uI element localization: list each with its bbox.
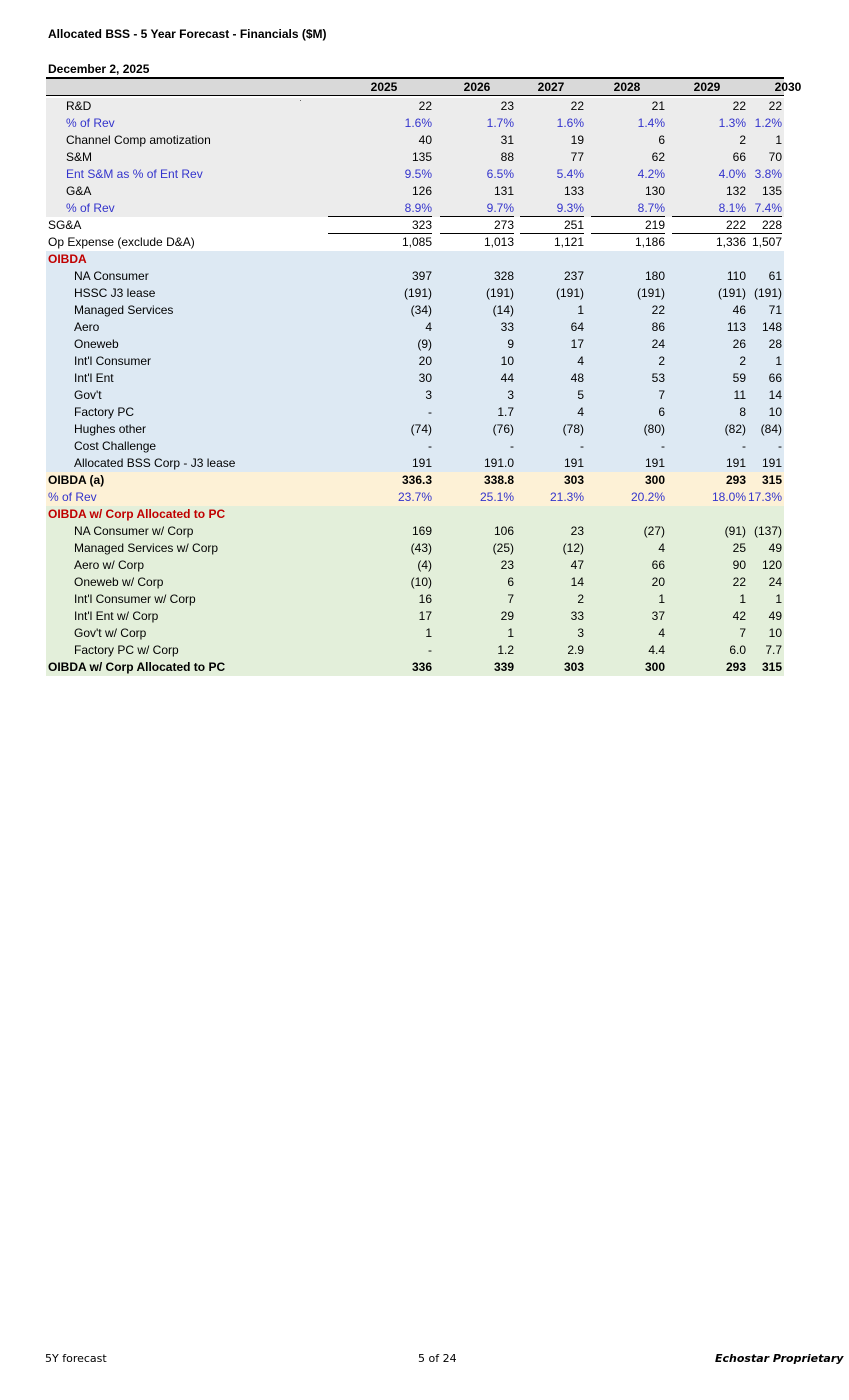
value-cell: 17: [418, 609, 432, 623]
value-cell: 106: [493, 524, 514, 538]
value-cell: 90: [732, 558, 746, 572]
value-cell: 8: [739, 405, 746, 419]
row-label: Channel Comp amotization: [66, 133, 211, 147]
value-cell: (27): [643, 524, 665, 538]
table-row: [46, 472, 784, 489]
table-row: [46, 608, 784, 625]
value-cell: 22: [732, 99, 746, 113]
value-cell: 70: [768, 150, 782, 164]
value-cell: 3: [577, 626, 584, 640]
value-cell: 1: [775, 133, 782, 147]
value-cell: 2: [739, 354, 746, 368]
value-cell: -: [742, 439, 746, 453]
value-cell: 5.4%: [556, 167, 584, 181]
value-cell: (76): [492, 422, 514, 436]
value-cell: 9.7%: [440, 200, 514, 217]
row-label: Cost Challenge: [74, 439, 157, 453]
table-row: [46, 370, 784, 387]
value-cell: 26: [732, 337, 746, 351]
value-cell: 23.7%: [397, 490, 432, 504]
table-row: [46, 506, 784, 523]
value-cell: 251: [520, 217, 584, 234]
value-cell: 23: [570, 524, 584, 538]
value-cell: 2: [577, 592, 584, 606]
value-cell: 47: [570, 558, 584, 572]
value-cell: 61: [768, 269, 782, 283]
value-cell: 1.2: [497, 643, 514, 657]
row-label: Int'l Ent: [74, 371, 114, 385]
value-cell: 30: [418, 371, 432, 385]
value-cell: 228: [746, 217, 782, 234]
row-label: S&M: [66, 150, 93, 164]
value-cell: 64: [570, 320, 584, 334]
value-cell: 9.3%: [520, 200, 584, 217]
table-row: [46, 251, 784, 268]
row-label: Oneweb w/ Corp: [74, 575, 164, 589]
table-row: [46, 625, 784, 642]
table-row: [46, 489, 784, 506]
value-cell: 40: [418, 133, 432, 147]
row-label: Factory PC: [74, 405, 135, 419]
value-cell: 126: [411, 184, 432, 198]
value-cell: 17.3%: [747, 490, 782, 504]
value-cell: 25.1%: [479, 490, 514, 504]
row-label: Managed Services w/ Corp: [74, 541, 219, 555]
value-cell: 2: [658, 354, 665, 368]
value-cell: 22: [570, 99, 584, 113]
value-cell: 10: [768, 626, 782, 640]
table-row: [46, 523, 784, 540]
value-cell: 1.4%: [637, 116, 665, 130]
value-cell: 148: [761, 320, 782, 334]
value-cell: 6: [658, 405, 665, 419]
table-body: [46, 98, 784, 676]
value-cell: 9: [507, 337, 514, 351]
value-cell: -: [661, 439, 665, 453]
value-cell: 4: [658, 626, 665, 640]
row-label: Int'l Consumer w/ Corp: [74, 592, 196, 606]
value-cell: 62: [651, 150, 665, 164]
value-cell: 42: [732, 609, 746, 623]
value-cell: 1,507: [751, 235, 782, 249]
value-cell: (191): [753, 286, 782, 300]
value-cell: 77: [570, 150, 584, 164]
value-cell: 17: [570, 337, 584, 351]
value-cell: 8.9%: [328, 200, 432, 217]
value-cell: -: [510, 439, 514, 453]
value-cell: 120: [761, 558, 782, 572]
table-row: [46, 319, 784, 336]
value-cell: 19: [570, 133, 584, 147]
value-cell: 21.3%: [549, 490, 584, 504]
value-cell: -: [428, 439, 432, 453]
value-cell: 323: [328, 217, 432, 234]
table-row: [46, 166, 784, 183]
value-cell: (74): [410, 422, 432, 436]
table-row: [46, 217, 784, 234]
value-cell: (34): [410, 303, 432, 317]
value-cell: 71: [768, 303, 782, 317]
value-cell: 10: [768, 405, 782, 419]
stray-mark: [300, 100, 301, 101]
value-cell: 22: [651, 303, 665, 317]
value-cell: 25: [732, 541, 746, 555]
value-cell: 6.5%: [486, 167, 514, 181]
value-cell: 46: [732, 303, 746, 317]
value-cell: 20: [418, 354, 432, 368]
value-cell: 2.9: [567, 643, 584, 657]
value-cell: 22: [732, 575, 746, 589]
value-cell: 3: [507, 388, 514, 402]
row-label: Aero: [74, 320, 100, 334]
row-label: NA Consumer w/ Corp: [74, 524, 194, 538]
value-cell: (191): [485, 286, 514, 300]
value-cell: 16: [418, 592, 432, 606]
value-cell: 6.0: [729, 643, 746, 657]
value-cell: 1,186: [634, 235, 665, 249]
value-cell: 1,013: [483, 235, 514, 249]
value-cell: (191): [555, 286, 584, 300]
value-cell: 1,121: [553, 235, 584, 249]
value-cell: 88: [500, 150, 514, 164]
value-cell: 3.8%: [754, 167, 782, 181]
value-cell: 20: [651, 575, 665, 589]
row-label: OIBDA (a): [48, 473, 105, 487]
value-cell: (191): [403, 286, 432, 300]
table-row: [46, 234, 784, 251]
value-cell: 1.6%: [556, 116, 584, 130]
value-cell: 86: [651, 320, 665, 334]
value-cell: 191: [761, 456, 782, 470]
row-label: % of Rev: [66, 201, 115, 215]
value-cell: 191: [725, 456, 746, 470]
value-cell: 23: [500, 99, 514, 113]
value-cell: 11: [733, 388, 746, 402]
row-label: Oneweb: [74, 337, 119, 351]
year-header: 2025: [370, 80, 398, 94]
value-cell: 33: [500, 320, 514, 334]
value-cell: 336: [411, 660, 432, 674]
value-cell: 7.7: [765, 643, 782, 657]
value-cell: 7: [658, 388, 665, 402]
footer-left: 5Y forecast: [45, 1352, 107, 1365]
row-label: Hughes other: [74, 422, 147, 436]
table-row: [46, 149, 784, 166]
value-cell: 191: [411, 456, 432, 470]
value-cell: -: [428, 405, 432, 419]
value-cell: 169: [411, 524, 432, 538]
table-row: [46, 285, 784, 302]
row-label: Aero w/ Corp: [74, 558, 145, 572]
value-cell: 29: [500, 609, 514, 623]
value-cell: (84): [760, 422, 782, 436]
table-row: [46, 659, 784, 676]
value-cell: 1.7%: [486, 116, 514, 130]
row-label: Managed Services: [74, 303, 174, 317]
row-label: Gov't w/ Corp: [74, 626, 147, 640]
row-label: Ent S&M as % of Ent Rev: [66, 167, 203, 181]
value-cell: 14: [570, 575, 584, 589]
value-cell: 131: [493, 184, 514, 198]
value-cell: 191.0: [483, 456, 514, 470]
value-cell: 1: [507, 626, 514, 640]
value-cell: 336.3: [401, 473, 432, 487]
value-cell: 293: [725, 660, 746, 674]
value-cell: 28: [768, 337, 782, 351]
value-cell: 397: [411, 269, 432, 283]
table-row: [46, 574, 784, 591]
value-cell: 130: [644, 184, 665, 198]
value-cell: (25): [492, 541, 514, 555]
value-cell: (78): [562, 422, 584, 436]
value-cell: (82): [724, 422, 746, 436]
table-row: [46, 98, 784, 115]
value-cell: 8.1%: [672, 200, 746, 217]
table-row: [46, 642, 784, 659]
table-row: [46, 200, 784, 217]
table-row: [46, 387, 784, 404]
row-label: Gov't: [74, 388, 102, 402]
value-cell: 135: [761, 184, 782, 198]
value-cell: 3: [425, 388, 432, 402]
table-row: [46, 132, 784, 149]
value-cell: (14): [492, 303, 514, 317]
value-cell: 1: [658, 592, 665, 606]
value-cell: (12): [562, 541, 584, 555]
value-cell: 49: [768, 541, 782, 555]
financials-table: [46, 79, 802, 676]
table-row: [46, 438, 784, 455]
value-cell: 22: [418, 99, 432, 113]
value-cell: 33: [570, 609, 584, 623]
value-cell: 7: [739, 626, 746, 640]
value-cell: 191: [563, 456, 584, 470]
value-cell: 4.4: [648, 643, 665, 657]
table-row: [46, 353, 784, 370]
value-cell: 9.5%: [404, 167, 432, 181]
value-cell: 180: [644, 269, 665, 283]
value-cell: 1,085: [401, 235, 432, 249]
value-cell: 6: [658, 133, 665, 147]
value-cell: (80): [643, 422, 665, 436]
value-cell: 300: [644, 473, 665, 487]
value-cell: 222: [672, 217, 746, 234]
value-cell: 5: [577, 388, 584, 402]
table-row: [46, 183, 784, 200]
value-cell: (91): [724, 524, 746, 538]
value-cell: 4.0%: [718, 167, 746, 181]
value-cell: 338.8: [483, 473, 514, 487]
value-cell: -: [428, 643, 432, 657]
value-cell: 14: [768, 388, 782, 402]
footer-proprietary: Echostar Proprietary: [715, 1352, 844, 1365]
value-cell: 1: [425, 626, 432, 640]
value-cell: 273: [440, 217, 514, 234]
table-row: [46, 421, 784, 438]
value-cell: 53: [651, 371, 665, 385]
row-label: NA Consumer: [74, 269, 149, 283]
value-cell: 20.2%: [630, 490, 665, 504]
value-cell: 2: [739, 133, 746, 147]
document-date: December 2, 2025: [48, 62, 150, 76]
row-label: Op Expense (exclude D&A): [48, 235, 195, 249]
value-cell: 7.4%: [746, 200, 782, 217]
row-label: R&D: [66, 99, 92, 113]
row-label: OIBDA w/ Corp Allocated to PC: [48, 660, 226, 674]
value-cell: 1: [577, 303, 584, 317]
row-label: % of Rev: [48, 490, 97, 504]
value-cell: (191): [717, 286, 746, 300]
table-row: [46, 455, 784, 472]
value-cell: (10): [410, 575, 432, 589]
row-label: OIBDA w/ Corp Allocated to PC: [48, 507, 226, 521]
year-header: 2029: [693, 80, 721, 94]
value-cell: 315: [761, 473, 782, 487]
value-cell: 303: [563, 473, 584, 487]
value-cell: (9): [417, 337, 432, 351]
table-row: [46, 591, 784, 608]
value-cell: 110: [726, 269, 746, 283]
value-cell: 133: [563, 184, 584, 198]
value-cell: 23: [500, 558, 514, 572]
value-cell: (43): [410, 541, 432, 555]
year-header: 2027: [537, 80, 565, 94]
value-cell: (191): [636, 286, 665, 300]
row-label: Int'l Ent w/ Corp: [74, 609, 159, 623]
value-cell: 1.6%: [404, 116, 432, 130]
value-cell: 328: [493, 269, 514, 283]
value-cell: 293: [725, 473, 746, 487]
value-cell: 1: [739, 592, 746, 606]
value-cell: 37: [651, 609, 665, 623]
value-cell: 1: [775, 354, 782, 368]
value-cell: 300: [644, 660, 665, 674]
value-cell: 66: [651, 558, 665, 572]
value-cell: 4.2%: [637, 167, 665, 181]
row-label: SG&A: [48, 218, 82, 232]
value-cell: 22: [768, 99, 782, 113]
document-title: Allocated BSS - 5 Year Forecast - Financials ($M): [48, 27, 327, 41]
value-cell: 4: [658, 541, 665, 555]
value-cell: 24: [651, 337, 665, 351]
value-cell: 66: [768, 371, 782, 385]
value-cell: 1: [775, 592, 782, 606]
value-cell: 1.2%: [754, 116, 782, 130]
table-row: [46, 404, 784, 421]
table-row: [46, 302, 784, 319]
value-cell: 1.7: [497, 405, 514, 419]
year-header-row: [46, 79, 802, 96]
value-cell: 59: [732, 371, 746, 385]
table-row: [46, 557, 784, 574]
table-row: [46, 540, 784, 557]
value-cell: 44: [500, 371, 514, 385]
row-label: OIBDA: [48, 252, 87, 266]
value-cell: 4: [577, 354, 584, 368]
row-label: G&A: [66, 184, 92, 198]
value-cell: 4: [425, 320, 432, 334]
value-cell: 315: [761, 660, 782, 674]
row-label: % of Rev: [66, 116, 115, 130]
value-cell: (137): [753, 524, 782, 538]
value-cell: 8.7%: [591, 200, 665, 217]
year-header: 2028: [613, 80, 641, 94]
row-label: Allocated BSS Corp - J3 lease: [74, 456, 236, 470]
value-cell: 135: [411, 150, 432, 164]
table-row: [46, 115, 784, 132]
year-header: 2026: [463, 80, 491, 94]
value-cell: 132: [725, 184, 746, 198]
table-row: [46, 268, 784, 285]
value-cell: 191: [644, 456, 665, 470]
value-cell: 7: [507, 592, 514, 606]
value-cell: 303: [563, 660, 584, 674]
value-cell: 18.0%: [711, 490, 746, 504]
value-cell: 66: [732, 150, 746, 164]
value-cell: (4): [417, 558, 432, 572]
value-cell: -: [580, 439, 584, 453]
value-cell: 113: [726, 320, 746, 334]
value-cell: 48: [570, 371, 584, 385]
year-header: 2030: [774, 80, 802, 94]
row-label: HSSC J3 lease: [74, 286, 156, 300]
value-cell: 1.3%: [718, 116, 746, 130]
value-cell: 24: [768, 575, 782, 589]
footer-page-number: 5 of 24: [418, 1352, 457, 1365]
value-cell: 339: [493, 660, 514, 674]
value-cell: -: [778, 439, 782, 453]
value-cell: 49: [768, 609, 782, 623]
row-label: Int'l Consumer: [74, 354, 151, 368]
value-cell: 6: [507, 575, 514, 589]
table-row: [46, 336, 784, 353]
value-cell: 219: [591, 217, 665, 234]
row-label: Factory PC w/ Corp: [74, 643, 179, 657]
value-cell: 4: [577, 405, 584, 419]
value-cell: 10: [500, 354, 514, 368]
value-cell: 237: [563, 269, 584, 283]
value-cell: 1,336: [715, 235, 746, 249]
value-cell: 31: [500, 133, 514, 147]
value-cell: 21: [651, 99, 665, 113]
